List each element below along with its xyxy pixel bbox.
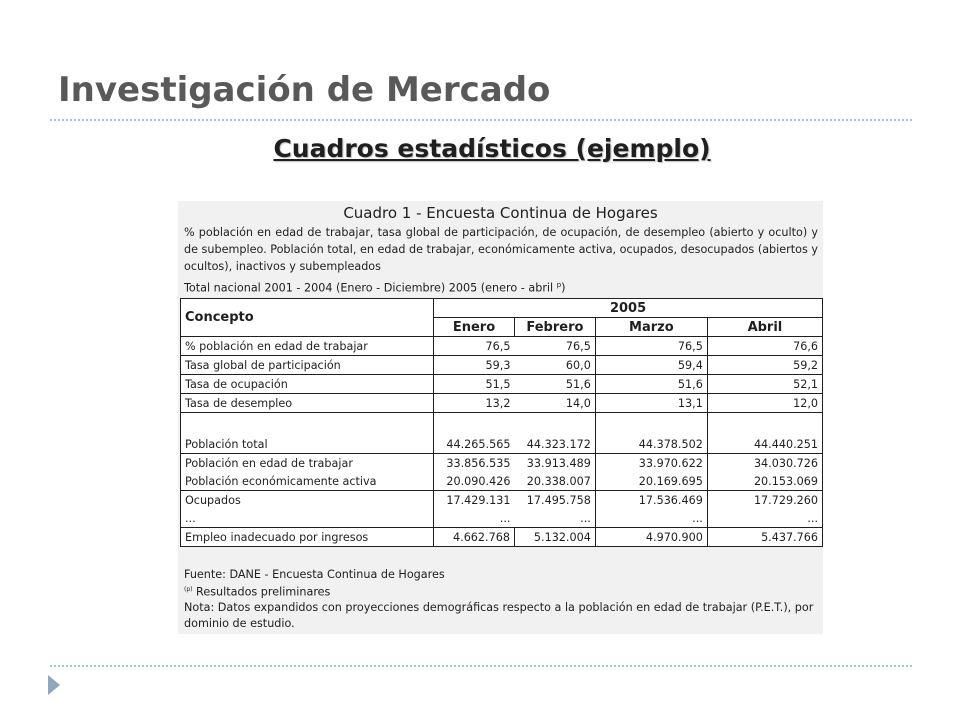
cell-value: 44.378.502 — [595, 435, 707, 454]
bottom-divider — [50, 665, 912, 667]
table-caption: Cuadro 1 - Encuesta Continua de Hogares — [343, 204, 658, 222]
cell-value: 44.265.565 — [434, 435, 515, 454]
preliminary-superscript: (p) — [184, 586, 193, 594]
cell-value: 76,5 — [434, 337, 515, 356]
table-row — [181, 337, 823, 356]
cell-value: 76,5 — [514, 337, 595, 356]
cell-value: 20.169.695 — [595, 472, 707, 491]
row-label: Población en edad de trabajar — [185, 456, 353, 470]
cell-value: 44.323.172 — [514, 435, 595, 454]
statistics-panel — [178, 201, 823, 634]
preliminary-text: Resultados preliminares — [192, 586, 331, 600]
cell-value: 51,6 — [595, 375, 707, 394]
month-header-abril: Abril — [707, 318, 822, 337]
spacer-row — [181, 413, 823, 436]
cell-value: 20.090.426 — [434, 472, 515, 491]
cell-value: ... — [707, 509, 822, 528]
cell-value: 17.536.469 — [595, 491, 707, 510]
cell-value: 59,3 — [434, 356, 515, 375]
table-row — [181, 435, 823, 454]
cell-value: 17.729.260 — [707, 491, 822, 510]
source-note: Fuente: DANE - Encuesta Continua de Hogares — [184, 568, 445, 581]
row-label: Población total — [181, 435, 434, 454]
cell-value: 51,6 — [514, 375, 595, 394]
row-label: Población económicamente activa — [181, 472, 434, 491]
table-row — [181, 528, 823, 547]
cell-value: 17.429.131 — [434, 491, 515, 510]
cell-value: 33.913.489 — [526, 456, 591, 470]
cell-value: 33.970.622 — [595, 454, 707, 473]
row-label: Empleo inadecuado por ingresos — [185, 530, 369, 544]
top-divider — [50, 119, 912, 121]
cell-value: 76,5 — [595, 337, 707, 356]
cell-value: 44.440.251 — [707, 435, 822, 454]
row-label: % población en edad de trabajar — [181, 337, 434, 356]
row-label: Tasa de ocupación — [181, 375, 434, 394]
table-footer — [184, 567, 818, 631]
table-row — [181, 472, 823, 491]
table-scope — [184, 281, 566, 295]
table-description: % población en edad de trabajar, tasa global de participación, de ocupación, de desempleo (abierto y oculto) y de subempleo. Población total, en edad de trabajar, económicamente activa, ocupados, desocupados (abiertos y ocultos), inactivos y subempleados — [184, 226, 818, 273]
cell-value: 52,1 — [707, 375, 822, 394]
preliminary-note — [184, 582, 818, 600]
month-header-marzo: Marzo — [595, 318, 707, 337]
cell-value: 20.153.069 — [707, 472, 822, 491]
row-label: Tasa global de participación — [181, 356, 434, 375]
cell-value: 59,2 — [707, 356, 822, 375]
table-row — [181, 356, 823, 375]
table-row — [181, 375, 823, 394]
cell-value: 4.662.768 — [434, 528, 515, 547]
cell-value: 13,2 — [434, 394, 515, 413]
row-label: Ocupados — [185, 493, 241, 507]
cell-value: 33.856.535 — [434, 454, 515, 473]
scope-text: Total nacional 2001 - 2004 (Enero - Diciembre) 2005 (enero - abril — [184, 281, 557, 295]
triangle-right-icon — [48, 675, 60, 695]
cell-value: 13,1 — [595, 394, 707, 413]
scope-superscript: p — [556, 281, 562, 289]
cell-value: ... — [434, 509, 515, 528]
cell-value: 20.338.007 — [514, 472, 595, 491]
cell-value: 76,6 — [707, 337, 822, 356]
cell-value: 34.030.726 — [707, 454, 822, 473]
row-label: ... — [181, 509, 434, 528]
cell-value: 12,0 — [707, 394, 822, 413]
cell-value: ... — [514, 509, 595, 528]
table-row — [181, 509, 823, 528]
cell-value: 14,0 — [565, 396, 591, 410]
cell-value: 59,4 — [595, 356, 707, 375]
slide-subtitle: Cuadros estadísticos (ejemplo) — [273, 134, 711, 163]
concept-header: Concepto — [181, 299, 434, 337]
cell-value: ... — [595, 509, 707, 528]
methodology-note: Nota: Datos expandidos con proyecciones demográficas respecto a la población en edad de trabajar (P.E.T.), por dominio de estudio. — [184, 601, 814, 630]
table-row — [181, 454, 823, 473]
month-header-enero: Enero — [434, 318, 515, 337]
cell-value: 4.970.900 — [595, 528, 707, 547]
cell-value: 51,5 — [434, 375, 515, 394]
slide-title: Investigación de Mercado — [58, 70, 551, 110]
cell-value: 5.132.004 — [514, 528, 595, 547]
month-header-febrero: Febrero — [514, 318, 595, 337]
cell-value: 5.437.766 — [707, 528, 822, 547]
table-row — [181, 394, 823, 413]
cell-value: 17.495.758 — [526, 493, 591, 507]
row-label: Tasa de desempleo — [185, 396, 293, 410]
table-row — [181, 491, 823, 510]
statistics-table — [180, 298, 823, 547]
scope-close: ) — [561, 281, 566, 295]
year-header: 2005 — [434, 299, 823, 318]
cell-value: 60,0 — [514, 356, 595, 375]
